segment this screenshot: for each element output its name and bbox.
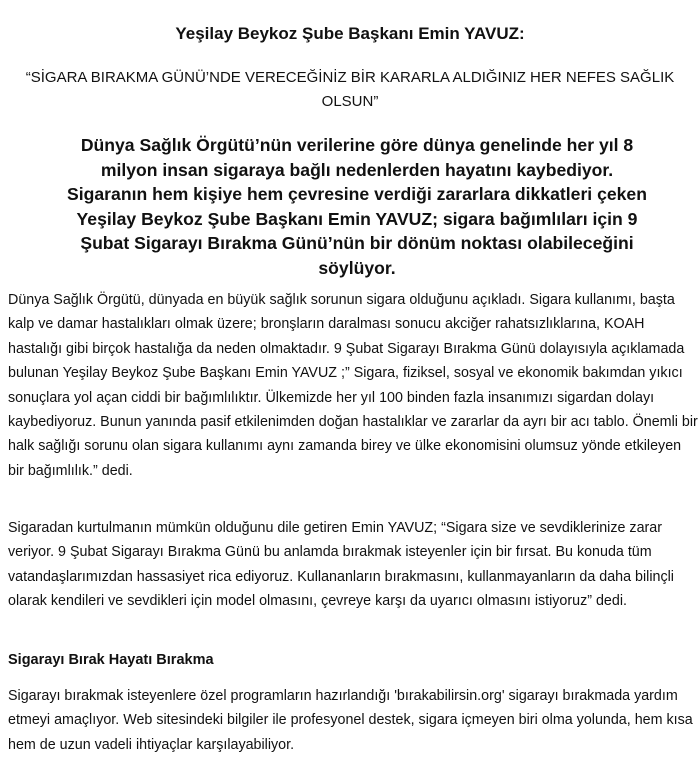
quote-headline: “SİGARA BIRAKMA GÜNÜ’NDE VERECEĞİNİZ BİR KARARLA ALDIĞINIZ HER NEFES SAĞLIK OLSUN” xyxy=(25,69,675,110)
body-paragraph-1: Dünya Sağlık Örgütü, dünyada en büyük sağlık sorunun sigara olduğunu açıkladı. Sigara kullanımı, başta kalp ve damar hastalıkları olmak üzere; bronşların daralması sonucu akciğer rahatsızlıklarına, KOAH hastalığı gibi birçok hastalığa da neden olmaktadır. 9 Şubat Sigarayı Bırakma Günü dolayısıyla açıklamada bulunan Yeşilay Beykoz Şube Başkanı Emin YAVUZ ;” Sigara, fiziksel, sosyal ve ekonomik bakımdan yıkıcı sonuçlara yol açan ciddi bir bağımlılıktır. Ülkemizde her yıl 100 binden fazla insanımızı sigardan dolayı kaybediyoruz. Bunun yanında pasif etkilenimden doğan hastalıklar ve zararlar da ayrı bir acı tablo. Önemli bir halk sağlığı sorunu olan sigara kullanımı aynı zamanda birey ve ülke ekonomisini olumsuz yönde etkileyen bir bağımlılık.” dedi. xyxy=(8,292,698,479)
section-subheading: Sigarayı Bırak Hayatı Bırakma xyxy=(8,652,214,668)
lead-paragraph: Dünya Sağlık Örgütü’nün verilerine göre dünya genelinde her yıl 8 milyon insan sigaraya bağlı nedenlerden hayatını kaybediyor. Sigaranın hem kişiye hem çevresine verdiği zararlara dikkatleri çeken Yeşilay Beykoz Şube Başkanı Emin YAVUZ; sigara bağımlıları için 9 Şubat Sigarayı Bırakma Günü’nün bir dönüm noktası olabileceğini söylüyor. xyxy=(67,135,647,278)
article-title: Yeşilay Beykoz Şube Başkanı Emin YAVUZ: xyxy=(175,24,525,43)
body-paragraph-2: Sigaradan kurtulmanın mümkün olduğunu dile getiren Emin YAVUZ; “Sigara size ve sevdiklerinize zarar veriyor. 9 Şubat Sigarayı Bırakma Günü bu anlamda bırakmak isteyenler için bir fırsat. Bu konuda tüm vatandaşlarımızdan hassasiyet rica ediyoruz. Kullananların bırakmasını, kullanmayanların da daha bilinçli olarak kendileri ve sevdikleri için model olmasını, çevreye karşı da uyarıcı olmasını istiyoruz” dedi. xyxy=(8,520,674,610)
body-paragraph-3: Sigarayı bırakmak isteyenlere özel programların hazırlandığı 'bırakabilirsin.org' sigarayı bırakmada yardım etmeyi amaçlıyor. Web sitesindeki bilgiler ile profesyonel destek, sigara içmeyen biri olma yolunda, hem kısa hem de uzun vadeli ihtiyaçlar karşılayabiliyor. xyxy=(8,688,693,753)
